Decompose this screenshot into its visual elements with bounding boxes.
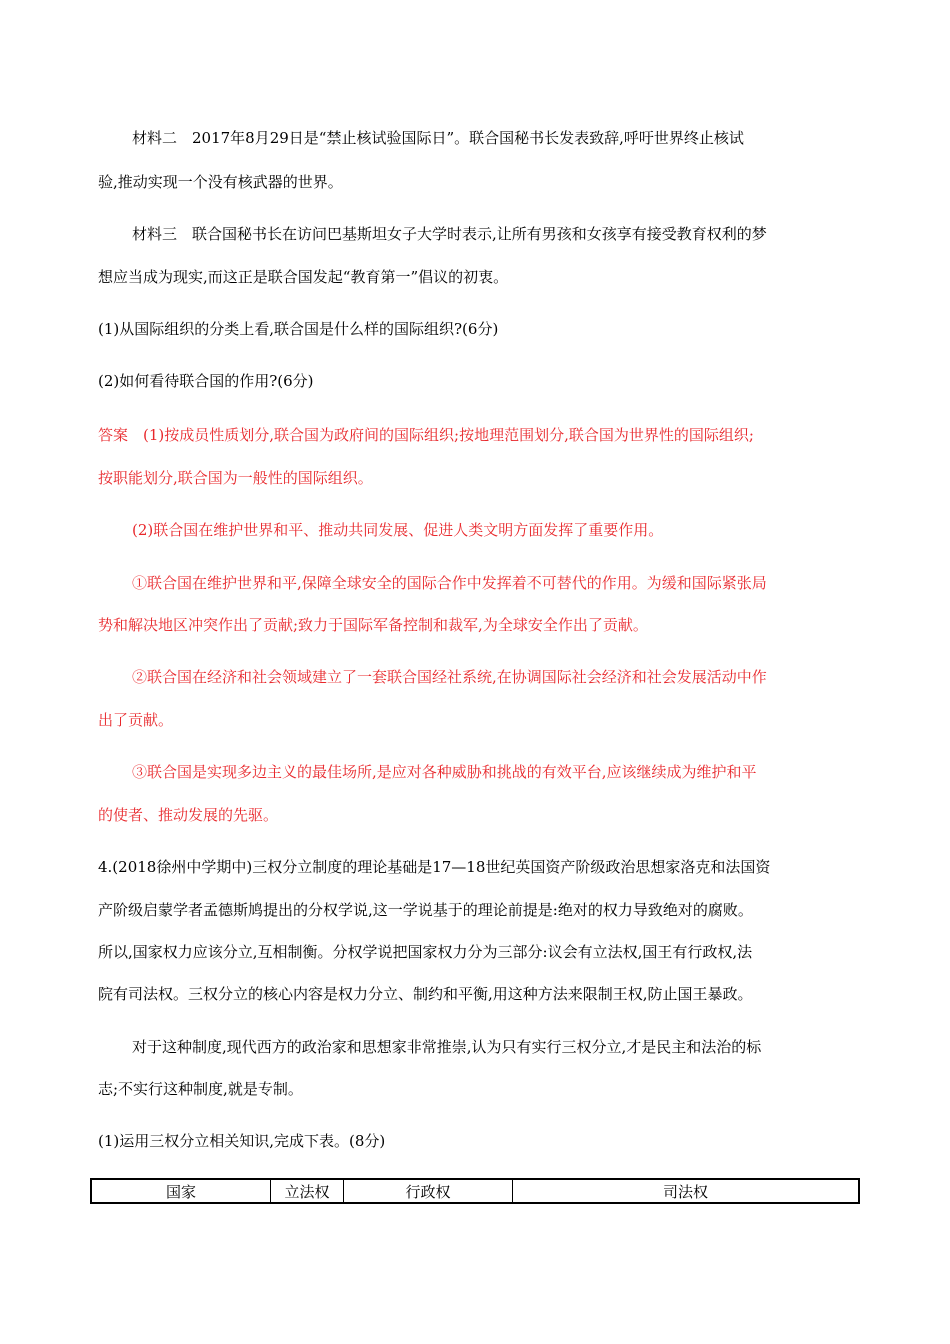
material-2-line-1: 材料二 2017年8月29日是“禁止核试验国际日”。联合国秘书长发表致辞,呼吁世界终止核试 — [132, 129, 744, 147]
table-header-judicial: 司法权 — [513, 1179, 860, 1203]
answer-point-1-line-2: 势和解决地区冲突作出了贡献;致力于国际军备控制和裁军,为全球安全作出了贡献。 — [98, 616, 648, 634]
answer-point-3-line-2: 的使者、推动发展的先驱。 — [98, 806, 279, 824]
separation-of-powers-table — [90, 1178, 860, 1204]
question-4-line-4: 院有司法权。三权分立的核心内容是权力分立、制约和平衡,用这种方法来限制王权,防止国王暴政。 — [98, 985, 753, 1003]
question-3-1: (1)从国际组织的分类上看,联合国是什么样的国际组织?(6分) — [98, 320, 499, 338]
question-4-line-1: 4.(2018徐州中学期中)三权分立制度的理论基础是17—18世纪英国资产阶级政治思想家洛克和法国资 — [98, 858, 771, 876]
material-2-line-2: 验,推动实现一个没有核武器的世界。 — [98, 173, 343, 191]
question-4-1: (1)运用三权分立相关知识,完成下表。(8分) — [98, 1132, 386, 1150]
table-header-executive: 行政权 — [344, 1179, 513, 1203]
question-4-para-2-line-1: 对于这种制度,现代西方的政治家和思想家非常推崇,认为只有实行三权分立,才是民主和法治的标 — [132, 1038, 762, 1056]
question-4-line-2: 产阶级启蒙学者孟德斯鸠提出的分权学说,这一学说基于的理论前提是:绝对的权力导致绝对的腐败。 — [98, 901, 753, 919]
question-3-2: (2)如何看待联合国的作用?(6分) — [98, 372, 314, 390]
answer-point-2-line-2: 出了贡献。 — [98, 711, 174, 729]
answer-1-line-2: 按职能划分,联合国为一般性的国际组织。 — [98, 469, 373, 487]
table-header-country: 国家 — [91, 1179, 271, 1203]
answer-point-2-line-1: ②联合国在经济和社会领域建立了一套联合国经社系统,在协调国际社会经济和社会发展活动中作 — [132, 668, 767, 686]
table-header-row — [91, 1179, 859, 1203]
answer-point-1-line-1: ①联合国在维护世界和平,保障全球安全的国际合作中发挥着不可替代的作用。为缓和国际紧张局 — [132, 574, 767, 592]
answer-point-3-line-1: ③联合国是实现多边主义的最佳场所,是应对各种威胁和挑战的有效平台,应该继续成为维护和平 — [132, 763, 757, 781]
question-4-line-3: 所以,国家权力应该分立,互相制衡。分权学说把国家权力分为三部分:议会有立法权,国王有行政权,法 — [98, 943, 753, 961]
question-4-para-2-line-2: 志;不实行这种制度,就是专制。 — [98, 1080, 303, 1098]
table-header-legislative: 立法权 — [271, 1179, 344, 1203]
answer-1-line-1: 答案 (1)按成员性质划分,联合国为政府间的国际组织;按地理范围划分,联合国为世界性的国际组织; — [98, 426, 754, 444]
material-3-line-1: 材料三 联合国秘书长在访问巴基斯坦女子大学时表示,让所有男孩和女孩享有接受教育权利的梦 — [132, 225, 767, 243]
material-3-line-2: 想应当成为现实,而这正是联合国发起“教育第一”倡议的初衷。 — [98, 268, 509, 286]
answer-2: (2)联合国在维护世界和平、推动共同发展、促进人类文明方面发挥了重要作用。 — [132, 521, 664, 539]
